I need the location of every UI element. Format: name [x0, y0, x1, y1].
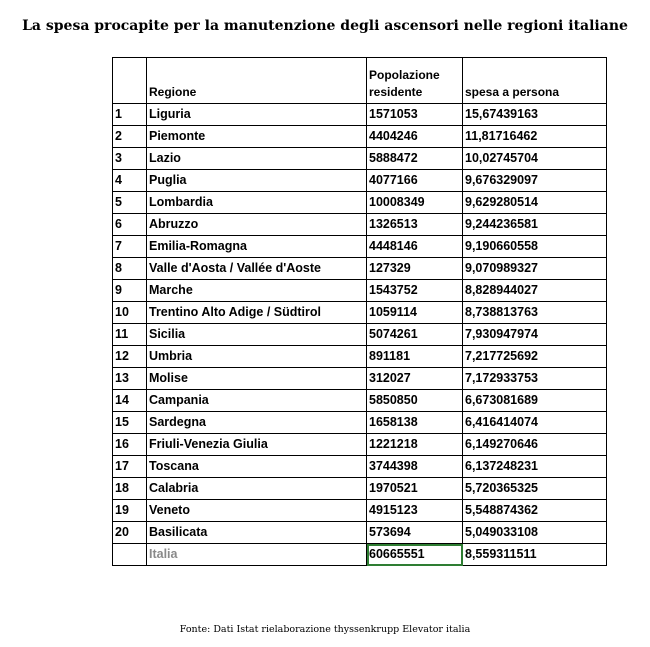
- row-spend: 7,172933753: [463, 368, 607, 390]
- row-number: 17: [113, 456, 147, 478]
- table-row: [113, 126, 607, 148]
- row-population: 573694: [367, 522, 463, 544]
- table-row: [113, 258, 607, 280]
- row-spend: 9,676329097: [463, 170, 607, 192]
- row-population: 5074261: [367, 324, 463, 346]
- row-region: Sardegna: [147, 412, 367, 434]
- row-region: Liguria: [147, 104, 367, 126]
- row-number: 9: [113, 280, 147, 302]
- row-spend: 5,720365325: [463, 478, 607, 500]
- table-row: [113, 390, 607, 412]
- row-population: 10008349: [367, 192, 463, 214]
- row-spend: 6,416414074: [463, 412, 607, 434]
- row-spend: 8,828944027: [463, 280, 607, 302]
- row-population: 4077166: [367, 170, 463, 192]
- row-population: 312027: [367, 368, 463, 390]
- row-region: Marche: [147, 280, 367, 302]
- row-region: Basilicata: [147, 522, 367, 544]
- row-region: Campania: [147, 390, 367, 412]
- table-row: [113, 412, 607, 434]
- source-note: Fonte: Dati Istat rielaborazione thyssenkrupp Elevator italia: [179, 624, 471, 635]
- row-spend: 9,629280514: [463, 192, 607, 214]
- total-spend: 8,559311511: [463, 544, 607, 566]
- row-population: 3744398: [367, 456, 463, 478]
- row-number: 6: [113, 214, 147, 236]
- row-population: 4404246: [367, 126, 463, 148]
- header-spend: spesa a persona: [463, 58, 607, 104]
- table-row: [113, 346, 607, 368]
- table-row: [113, 456, 607, 478]
- row-spend: 15,67439163: [463, 104, 607, 126]
- row-spend: 11,81716462: [463, 126, 607, 148]
- row-number: 14: [113, 390, 147, 412]
- row-number: 13: [113, 368, 147, 390]
- row-region: Molise: [147, 368, 367, 390]
- row-population: 1571053: [367, 104, 463, 126]
- row-spend: 9,070989327: [463, 258, 607, 280]
- row-spend: 8,738813763: [463, 302, 607, 324]
- row-population: 4448146: [367, 236, 463, 258]
- row-region: Sicilia: [147, 324, 367, 346]
- row-population: 891181: [367, 346, 463, 368]
- row-population: 4915123: [367, 500, 463, 522]
- row-region: Lombardia: [147, 192, 367, 214]
- row-population: 1059114: [367, 302, 463, 324]
- total-region: Italia: [147, 544, 367, 566]
- regions-table: [112, 57, 607, 566]
- header-region: Regione: [147, 58, 367, 104]
- row-population: 1658138: [367, 412, 463, 434]
- row-number: 12: [113, 346, 147, 368]
- row-region: Friuli-Venezia Giulia: [147, 434, 367, 456]
- table-row: [113, 434, 607, 456]
- table-header-row: [113, 58, 607, 104]
- table-row: [113, 236, 607, 258]
- row-number: 11: [113, 324, 147, 346]
- row-spend: 6,673081689: [463, 390, 607, 412]
- row-number: 1: [113, 104, 147, 126]
- row-spend: 9,190660558: [463, 236, 607, 258]
- row-population: 5850850: [367, 390, 463, 412]
- row-spend: 5,548874362: [463, 500, 607, 522]
- table-row: [113, 324, 607, 346]
- row-population: 1970521: [367, 478, 463, 500]
- table-row: [113, 522, 607, 544]
- row-region: Veneto: [147, 500, 367, 522]
- row-spend: 9,244236581: [463, 214, 607, 236]
- row-region: Abruzzo: [147, 214, 367, 236]
- row-region: Emilia-Romagna: [147, 236, 367, 258]
- row-number: 5: [113, 192, 147, 214]
- total-population[interactable]: 60665551: [367, 544, 463, 566]
- row-spend: 6,149270646: [463, 434, 607, 456]
- row-region: Toscana: [147, 456, 367, 478]
- row-number: 15: [113, 412, 147, 434]
- table-row: [113, 500, 607, 522]
- row-number: 10: [113, 302, 147, 324]
- row-number: 2: [113, 126, 147, 148]
- table-row: [113, 148, 607, 170]
- row-region: Umbria: [147, 346, 367, 368]
- row-region: Puglia: [147, 170, 367, 192]
- row-number: 3: [113, 148, 147, 170]
- total-row: [113, 544, 607, 566]
- row-population: 1326513: [367, 214, 463, 236]
- row-spend: 7,217725692: [463, 346, 607, 368]
- row-number: 18: [113, 478, 147, 500]
- table-row: [113, 192, 607, 214]
- row-region: Lazio: [147, 148, 367, 170]
- row-spend: 5,049033108: [463, 522, 607, 544]
- row-number: 19: [113, 500, 147, 522]
- row-number: 4: [113, 170, 147, 192]
- row-spend: 10,02745704: [463, 148, 607, 170]
- table-row: [113, 280, 607, 302]
- table-row: [113, 368, 607, 390]
- row-number: 16: [113, 434, 147, 456]
- header-population-line1: Popolazione: [369, 68, 440, 82]
- table-row: [113, 170, 607, 192]
- row-spend: 6,137248231: [463, 456, 607, 478]
- table-row: [113, 104, 607, 126]
- table-row: [113, 302, 607, 324]
- row-population: 1221218: [367, 434, 463, 456]
- header-population-line2: residente: [369, 85, 423, 99]
- row-number: 7: [113, 236, 147, 258]
- document-title: La spesa procapite per la manutenzione degli ascensori nelle regioni italiane: [22, 18, 628, 34]
- row-population: 5888472: [367, 148, 463, 170]
- row-region: Calabria: [147, 478, 367, 500]
- row-region: Valle d'Aosta / Vallée d'Aoste: [147, 258, 367, 280]
- total-number: [113, 544, 147, 566]
- row-number: 8: [113, 258, 147, 280]
- row-region: Trentino Alto Adige / Südtirol: [147, 302, 367, 324]
- row-region: Piemonte: [147, 126, 367, 148]
- table-row: [113, 214, 607, 236]
- header-population: [367, 58, 463, 104]
- row-number: 20: [113, 522, 147, 544]
- table-row: [113, 478, 607, 500]
- header-number: [113, 58, 147, 104]
- row-spend: 7,930947974: [463, 324, 607, 346]
- row-population: 1543752: [367, 280, 463, 302]
- row-population: 127329: [367, 258, 463, 280]
